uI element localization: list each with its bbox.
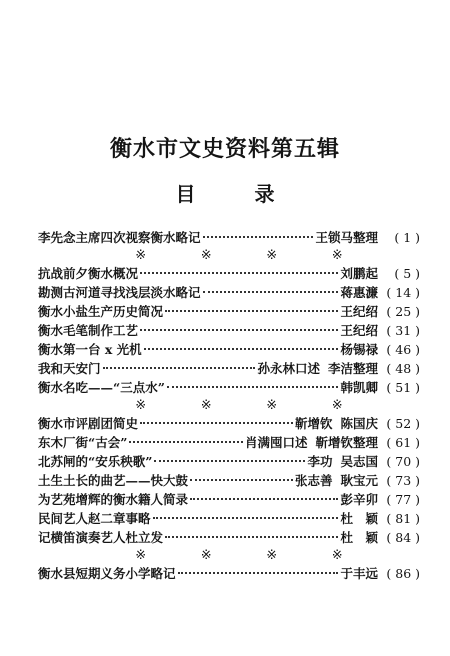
dot-leader <box>190 479 293 481</box>
entry-page: ( 31 ) <box>386 323 420 338</box>
separator-mark: ※ <box>135 548 147 563</box>
toc-entry <box>38 264 420 283</box>
entry-title: 我和天安门 <box>38 361 101 376</box>
entry-author: 杜 颖 <box>340 511 378 526</box>
dot-leader <box>140 272 338 274</box>
entry-title: 衡水名吃——“三点水” <box>38 380 165 395</box>
toc-entry <box>38 528 420 547</box>
entry-title: 衡水县短期义务小学略记 <box>38 566 176 581</box>
entry-page: ( 1 ) <box>394 230 420 245</box>
dot-leader <box>203 291 339 293</box>
toc-entry <box>38 564 420 583</box>
toc-entry <box>38 359 420 378</box>
entry-author: 杨锡禄 <box>340 342 378 357</box>
entry-narrator: 肖满囤口述 <box>244 435 308 450</box>
entry-author: 杜 颖 <box>340 530 378 545</box>
toc-entry <box>38 414 420 433</box>
dot-leader <box>140 329 338 331</box>
entry-narrator: 李功 <box>307 454 333 469</box>
toc-entry <box>38 302 420 321</box>
dot-leader <box>154 460 305 462</box>
toc-entry <box>38 283 420 302</box>
dot-leader <box>178 572 339 574</box>
entry-page: ( 84 ) <box>386 530 420 545</box>
entry-page: ( 70 ) <box>386 454 420 469</box>
dot-leader <box>190 498 338 500</box>
entry-title: 衡水第一台 x 光机 <box>38 342 142 357</box>
entry-author: 王纪绍 <box>340 323 378 338</box>
entry-page: ( 25 ) <box>386 304 420 319</box>
dot-leader <box>144 348 339 350</box>
entry-title: 抗战前夕衡水概况 <box>38 266 139 281</box>
book-title: 衡水市文史资料第五辑 <box>109 136 340 162</box>
entry-title: 土生土长的曲艺——快大鼓 <box>38 473 189 488</box>
entry-title: 为艺苑增辉的衡水籍人简录 <box>38 492 189 507</box>
separator-mark: ※ <box>331 398 343 413</box>
section-separator <box>38 547 420 564</box>
entry-narrator: 孙永林口述 <box>257 361 320 376</box>
toc-heading: 目 录 <box>175 182 301 206</box>
entry-page: ( 14 ) <box>386 285 420 300</box>
separator-mark: ※ <box>331 548 343 563</box>
dot-leader <box>165 310 338 312</box>
toc-entry <box>38 452 420 471</box>
dot-leader <box>203 236 314 238</box>
entry-title: 民间艺人赵二章事略 <box>38 511 151 526</box>
entry-author: 于丰远 <box>340 566 378 581</box>
separator-mark: ※ <box>331 248 343 263</box>
entry-author: 刘鹏起 <box>340 266 378 281</box>
entry-title: 李先念主席四次视察衡水略记 <box>38 230 201 245</box>
toc-entry <box>38 321 420 340</box>
entry-narrator: 靳增钦 <box>294 416 333 431</box>
toc-entry <box>38 378 420 397</box>
section-separator <box>38 397 420 414</box>
entry-title: 衡水市评剧团简史 <box>38 416 139 431</box>
dot-leader <box>129 441 243 443</box>
entry-title: 衡水毛笔制作工艺 <box>38 323 139 338</box>
toc-entry <box>38 228 420 247</box>
dot-leader <box>153 517 339 519</box>
entry-page: ( 46 ) <box>386 342 420 357</box>
entry-author: 吴志国 <box>340 454 378 469</box>
entry-author: 王纪绍 <box>340 304 378 319</box>
entry-title: 衡水小盐生产历史简况 <box>38 304 164 319</box>
entry-page: ( 73 ) <box>386 473 420 488</box>
entry-author: 彭辛卯 <box>340 492 378 507</box>
toc-entry <box>38 433 420 452</box>
toc-entry <box>38 509 420 528</box>
table-of-contents <box>38 228 420 583</box>
entry-narrator: 张志善 <box>294 473 333 488</box>
separator-mark: ※ <box>266 548 278 563</box>
entry-title: 记横笛演奏艺人杜立发 <box>38 530 164 545</box>
dot-leader <box>103 367 256 369</box>
entry-page: ( 5 ) <box>394 266 420 281</box>
entry-page: ( 81 ) <box>386 511 420 526</box>
entry-author: 耿宝元 <box>340 473 378 488</box>
entry-author: 蒋惠濂 <box>340 285 378 300</box>
entry-author: 李洁整理 <box>327 361 378 376</box>
entry-page: ( 52 ) <box>386 416 420 431</box>
toc-entry <box>38 471 420 490</box>
entry-page: ( 77 ) <box>386 492 420 507</box>
dot-leader <box>140 422 293 424</box>
separator-mark: ※ <box>200 248 212 263</box>
dot-leader <box>165 536 338 538</box>
toc-entry <box>38 340 420 359</box>
toc-entry <box>38 490 420 509</box>
separator-mark: ※ <box>200 548 212 563</box>
dot-leader <box>167 386 339 388</box>
entry-page: ( 61 ) <box>386 435 420 450</box>
entry-author: 韩凯卿 <box>340 380 378 395</box>
entry-author: 王锁马整理 <box>315 230 378 245</box>
entry-author: 陈国庆 <box>340 416 378 431</box>
entry-page: ( 51 ) <box>386 380 420 395</box>
entry-page: ( 86 ) <box>386 566 420 581</box>
separator-mark: ※ <box>200 398 212 413</box>
separator-mark: ※ <box>135 248 147 263</box>
separator-mark: ※ <box>135 398 147 413</box>
entry-title: 东木厂街“古会” <box>38 435 128 450</box>
entry-author: 靳增钦整理 <box>315 435 378 450</box>
entry-title: 勘测古河道寻找浅层淡水略记 <box>38 285 201 300</box>
separator-mark: ※ <box>266 248 278 263</box>
section-separator <box>38 247 420 264</box>
entry-page: ( 48 ) <box>386 361 420 376</box>
entry-title: 北苏闸的“安乐秧歌” <box>38 454 153 469</box>
separator-mark: ※ <box>266 398 278 413</box>
